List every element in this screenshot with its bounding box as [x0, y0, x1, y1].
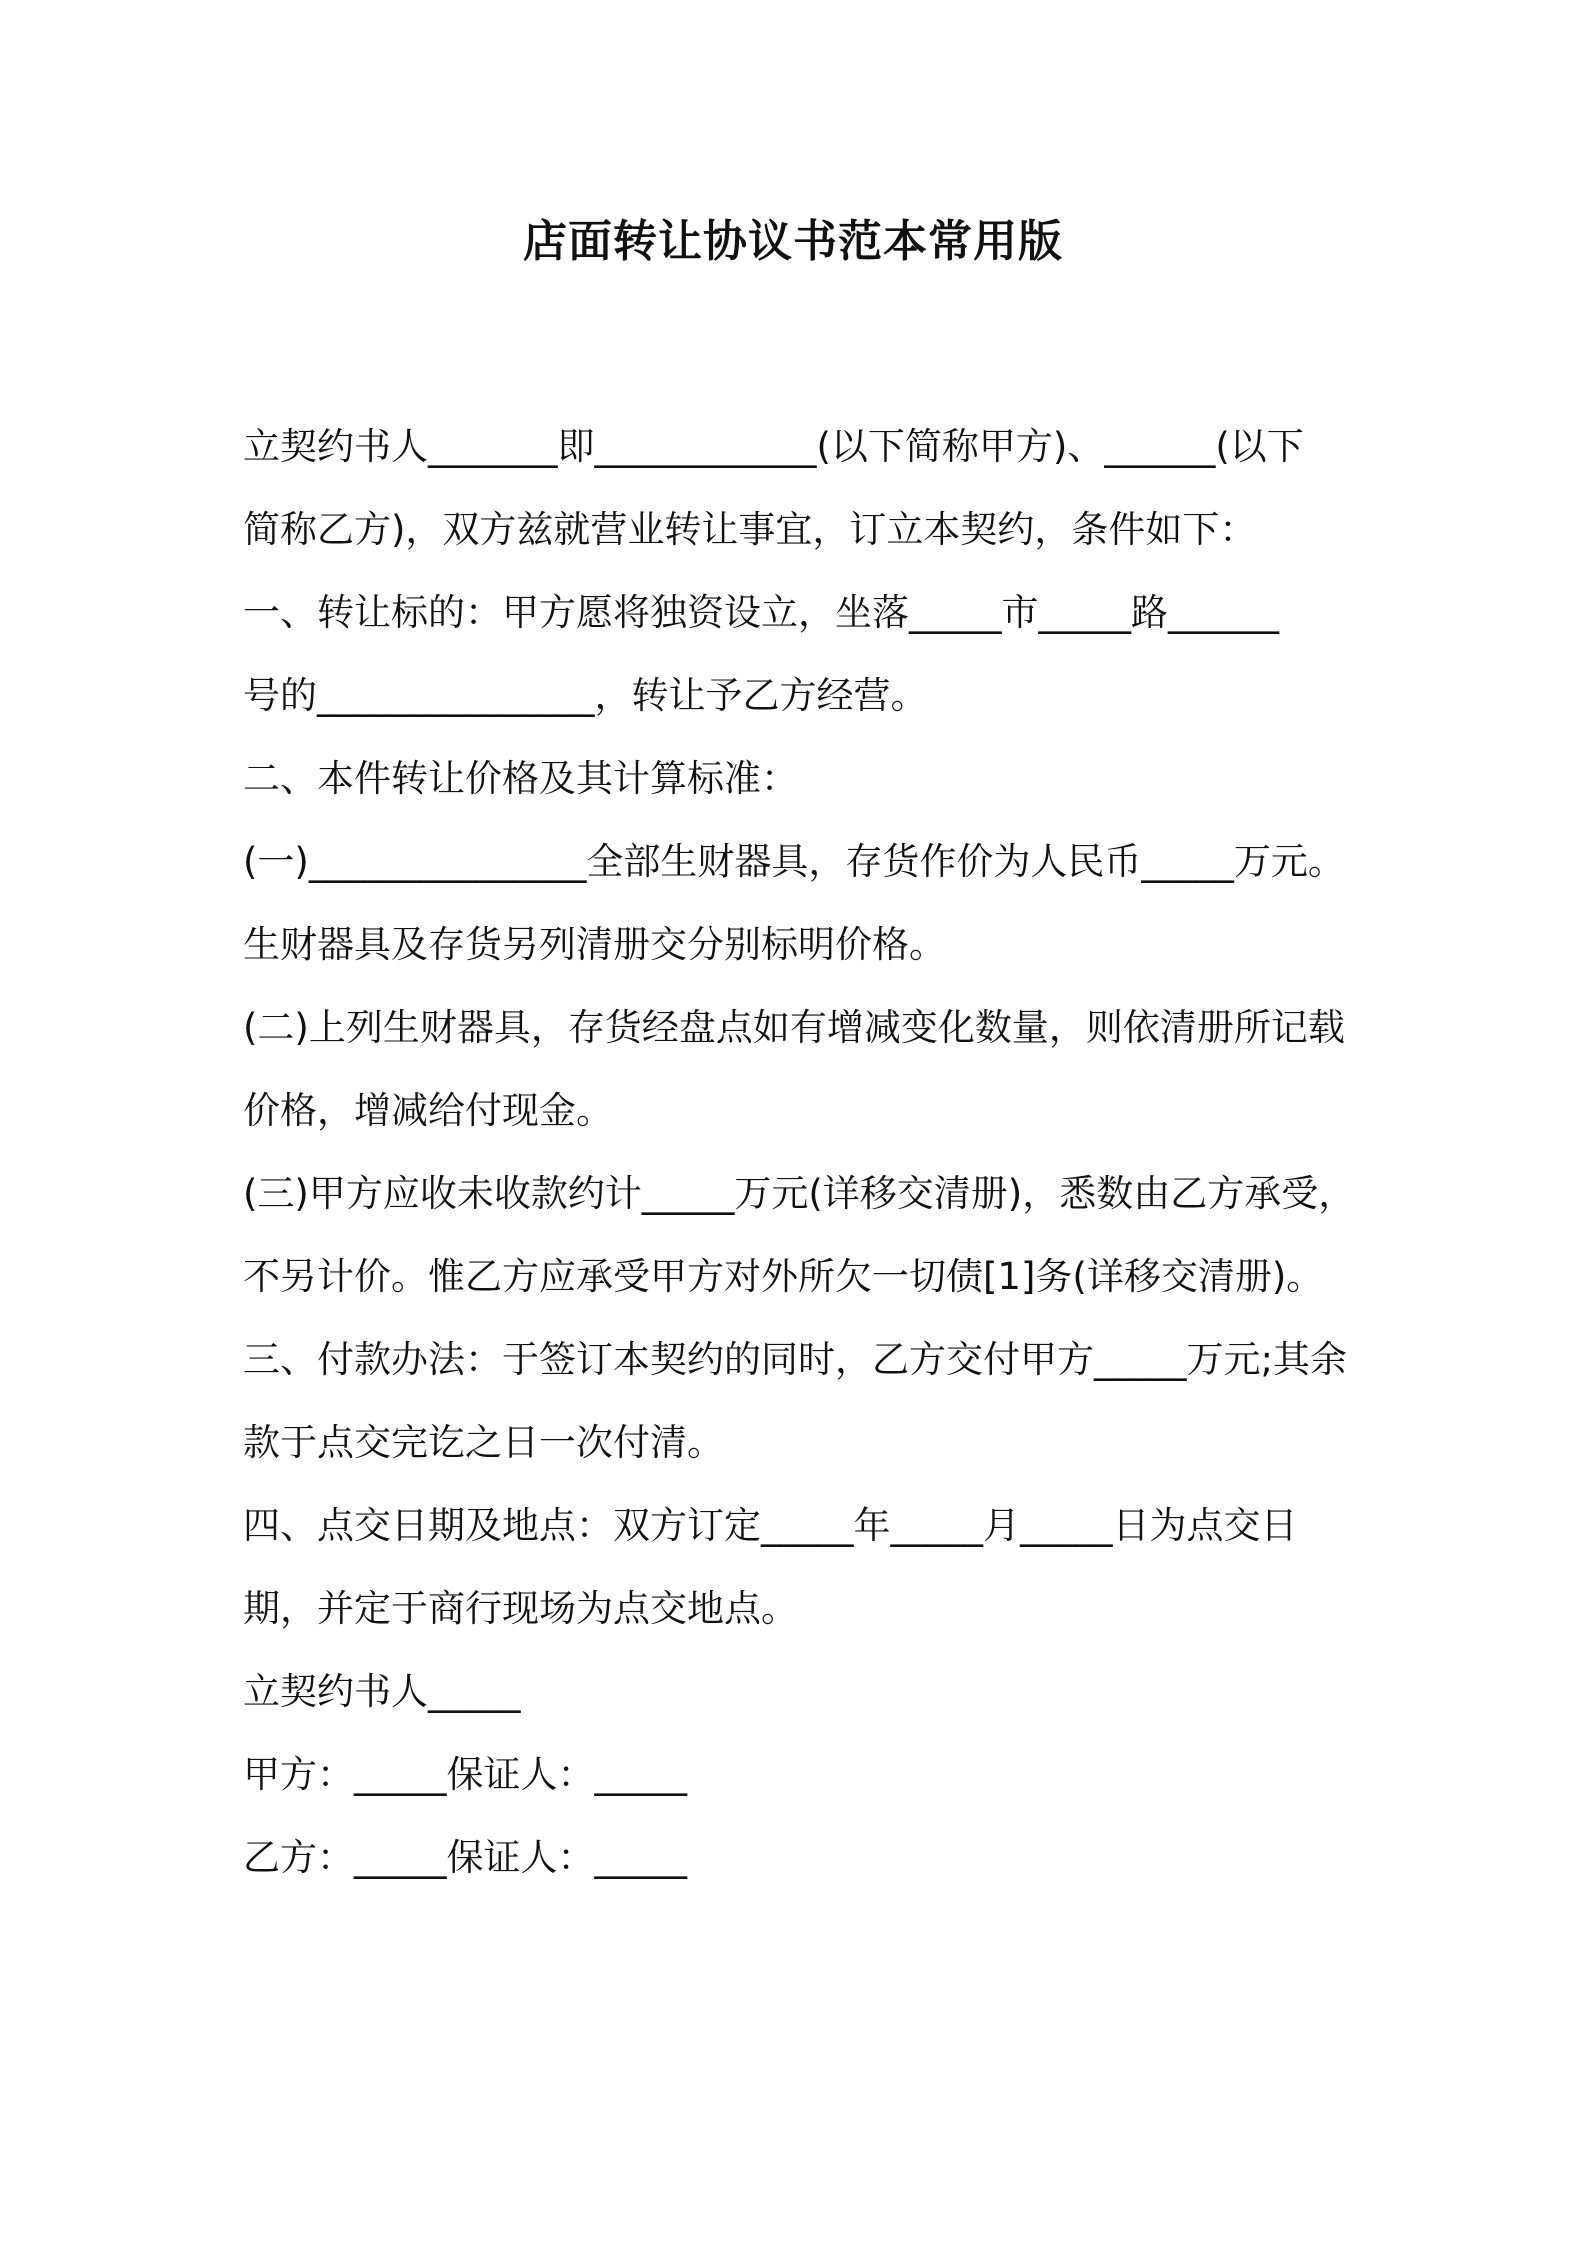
- body-line: 立契约书人_____: [243, 1670, 521, 1713]
- body-line: 乙方：_____保证人：_____: [243, 1836, 687, 1879]
- body-line: 号的_______________，转让予乙方经营。: [243, 674, 928, 717]
- body-line: 二、本件转让价格及其计算标准：: [243, 757, 798, 800]
- body-line: 价格，增减给付现金。: [243, 1089, 613, 1132]
- body-line: 甲方：_____保证人：_____: [243, 1753, 687, 1796]
- body-line: (一)_______________全部生财器具，存货作价为人民币_____万元。: [243, 840, 1345, 883]
- body-line: 生财器具及存货另列清册交分别标明价格。: [243, 923, 946, 966]
- body-line: (三)甲方应收未收款约计_____万元(详移交清册)，悉数由乙方承受，: [243, 1172, 1356, 1215]
- body-line: 款于点交完讫之日一次付清。: [243, 1421, 724, 1464]
- body-line: 三、付款办法：于签订本契约的同时，乙方交付甲方_____万元;其余: [243, 1338, 1347, 1381]
- document-body: [243, 405, 1355, 1899]
- body-line: 立契约书人_______即____________(以下简称甲方)、______(以下: [243, 425, 1304, 468]
- document-title: 店面转让协议书范本常用版: [523, 216, 1063, 267]
- body-line: 不另计价。惟乙方应承受甲方对外所欠一切债[1]务(详移交清册)。: [243, 1255, 1324, 1298]
- body-line: 期，并定于商行现场为点交地点。: [243, 1587, 798, 1630]
- body-line: 一、转让标的：甲方愿将独资设立，坐落_____市_____路______: [243, 591, 1279, 634]
- body-line: (二)上列生财器具，存货经盘点如有增减变化数量，则依清册所记载: [243, 1006, 1345, 1049]
- body-line: 简称乙方)，双方兹就营业转让事宜，订立本契约，条件如下：: [243, 508, 1257, 551]
- body-line: 四、点交日期及地点：双方订定_____年_____月_____日为点交日: [243, 1504, 1298, 1547]
